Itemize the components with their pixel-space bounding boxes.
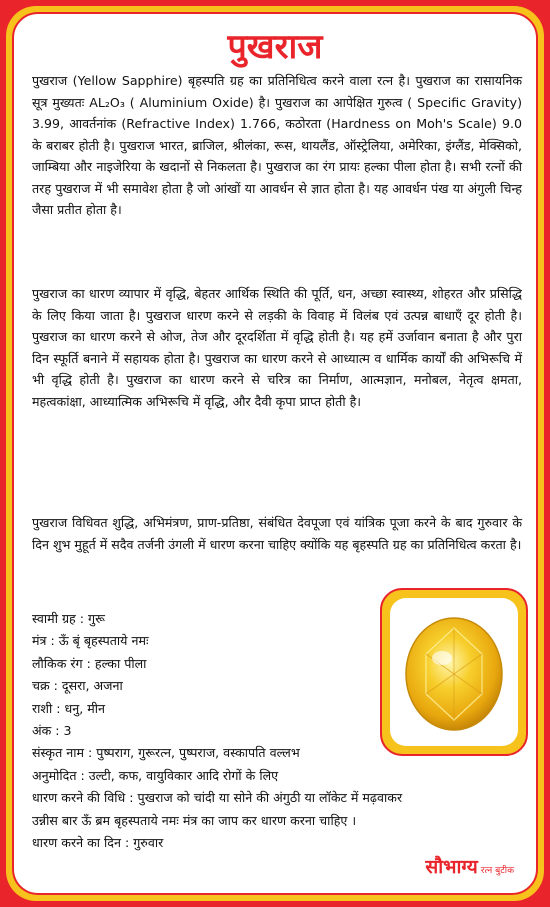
info-wearing-day: धारण करने का दिन : गुरुवार (32, 834, 164, 850)
info-ruling-planet: स्वामी ग्रह : गुरू (32, 611, 105, 626)
info-wearing-method: धारण करने की विधि : पुखराज को चांदी या सोने की अंगुठी या लॉकेट में मढ़वाकर (32, 790, 403, 806)
page-title: पुखराज (227, 27, 323, 67)
brand-tag: रत्न बुटीक (480, 866, 514, 876)
info-sanskrit-name: संस्कृत नाम : पुष्पराग, गुरूरत्न, पुष्पराज, वस्कापति वल्लभ (32, 745, 300, 761)
paragraph-wearing-method: पुखराज विधिवत शुद्धि, अभिमंत्रण, प्राण-प्रतिष्ठा, संबंधित देवपूजा एवं यांत्रिक पूजा करने के बाद गुरुवार के दिन शुभ मुहूर्त में सदैव तर्जनी उंगली में धारण करना चाहिए क्योंकि यह बृहस्पति ग्रह का प्रतिनिधित्व करता है। (32, 515, 522, 552)
info-chakra: चक्र : दूसरा, अजना (32, 678, 123, 694)
info-zodiac: राशी : धनु, मीन (32, 700, 106, 716)
gem-info-list (32, 608, 532, 854)
info-recommended: अनुमोदित : उल्टी, कफ, वायुविकार आदि रोगों के लिए (32, 767, 279, 783)
paragraph-properties: पुखराज (Yellow Sapphire) बृहस्पति ग्रह का प्रतिनिधित्व करने वाला रत्न है। पुखराज का रासायनिक सूत्र मुख्यतः AL₂O₃ ( Aluminium Oxide) है। पुखराज का आपेक्षित गुरुत्व ( Specific Gravity) 3.99, आवर्तनांक (Refractive Index) 1.766, कठोरता (Hardness on Moh's Scale) 9.0 के बराबर होती है। पुखराज भारत, ब्राजिल, श्रीलंका, रूस, थायलैंड, ऑस्ट्रेलिया, अमेरिका, इंग्लैंड, मेक्सिको, जाम्बिया और नाइजेरिया के खदानों से निकलता है। पुखराज का रंग प्रायः हल्का पीला होता है। सभी रत्नों की तरह पुखराज में भी समावेश होता है जो आंखों या आवर्धन से ज्ञात होता है। यह आवर्धन पंख या अंगुली चिन्ह जैसा प्रतीत होता है। (32, 73, 522, 217)
info-mantra: मंत्र : ऊँ बृं बृहस्पताये नमः (32, 633, 149, 649)
paragraph-benefits: पुखराज का धारण व्यापार में वृद्धि, बेहतर आर्थिक स्थिति की पूर्ति, धन, अच्छा स्वास्थ्य, शोहरत और प्रसिद्धि के लिए किया जाता है। पुखराज धारण करने से लड़की के विवाह में विलंब एवं उत्पन्न बाधाएँ दूर होती है। पुखराज का धारण करने से ओज, तेज और दूरदर्शिता में वृद्धि होती है। यह हमें उर्जावान बनाता है और पुरा दिन स्फूर्ति बनाने में सहायक होता है। पुखराज का धारण करने से आध्यात्म व धार्मिक कार्यों की अभिरूचि में भी वृद्धि होती है। पुखराज का धारण करने से चरित्र का निर्माण, आत्मज्ञान, मनोबल, नेतृत्व क्षमता, महत्वकांक्षा, आध्यात्मिक अभिरूचि में वृद्धि, और दैवी कृपा प्राप्त होती है। (32, 286, 522, 409)
info-color: लौकिक रंग : हल्का पीला (32, 655, 147, 671)
brand-name: सौभाग्य (425, 856, 478, 878)
info-number: अंक : 3 (32, 722, 72, 738)
brand-logo (425, 853, 514, 879)
info-wearing-method-cont: उन्नीस बार ऊँ ब्रम बृहस्पताये नमः मंत्र का जाप कर धारण करना चाहिए । (32, 812, 357, 828)
content-card (12, 12, 538, 895)
